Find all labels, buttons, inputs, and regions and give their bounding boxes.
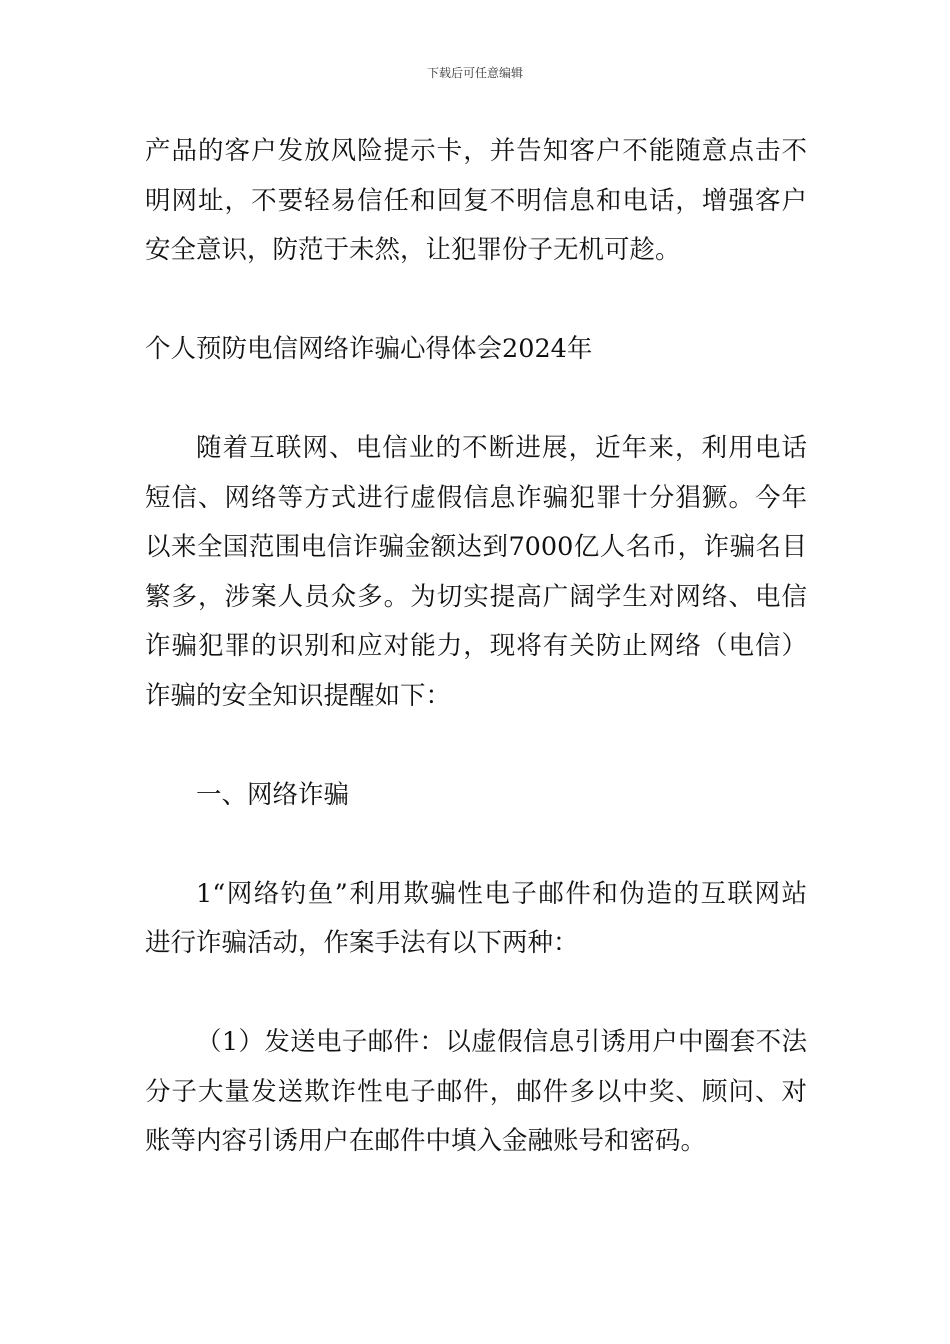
paragraph-line: 安全意识，防范于未然，让犯罪份子无机可趁。 bbox=[145, 235, 681, 265]
paragraph-gap bbox=[145, 969, 807, 1019]
paragraph-line: 明网址，不要轻易信任和回复不明信息和电话，增强客户 bbox=[145, 185, 807, 216]
paragraph-gap bbox=[145, 276, 807, 326]
paragraph-gap bbox=[145, 820, 807, 870]
paragraph-line: 进行诈骗活动，作案手法有以下两种： bbox=[145, 928, 579, 958]
paragraph-line: 诈骗犯罪的识别和应对能力，现将有关防止网络（电信） bbox=[145, 631, 807, 661]
document-body bbox=[145, 127, 807, 1167]
paragraph-line: 繁多，涉案人员众多。为切实提高广阔学生对网络、电信 bbox=[145, 581, 807, 612]
paragraph-line: 以来全国范围电信诈骗金额达到7000亿人名币，诈骗名目 bbox=[145, 532, 807, 562]
paragraph-line: 短信、网络等方式进行虚假信息诈骗犯罪十分猖獗。今年 bbox=[145, 482, 807, 513]
paragraph-gap bbox=[145, 721, 807, 771]
paragraph-line: （1）发送电子邮件：以虚假信息引诱用户中圈套不法 bbox=[196, 1027, 807, 1057]
paragraph-email-fraud bbox=[145, 1018, 807, 1167]
paragraph-line: 诈骗的安全知识提醒如下： bbox=[145, 680, 452, 711]
paragraph-phishing bbox=[145, 870, 807, 969]
page-header: 下载后可任意编辑 bbox=[426, 66, 523, 80]
paragraph-gap bbox=[145, 375, 807, 425]
paragraph-intro bbox=[145, 424, 807, 721]
paragraph-risk-card bbox=[145, 127, 807, 276]
paragraph-line: 1“网络钓鱼”利用欺骗性电子邮件和伪造的互联网站 bbox=[196, 878, 807, 909]
section-heading-network-fraud: 一、网络诈骗 bbox=[196, 779, 350, 810]
paragraph-line: 产品的客户发放风险提示卡，并告知客户不能随意点击不 bbox=[145, 136, 807, 166]
paragraph-line: 账等内容引诱用户在邮件中填入金融账号和密码。 bbox=[145, 1126, 707, 1156]
document-title: 个人预防电信网络诈骗心得体会2024年 bbox=[145, 334, 593, 364]
paragraph-line: 随着互联网、电信业的不断进展，近年来，利用电话 bbox=[196, 433, 807, 463]
paragraph-line: 分子大量发送欺诈性电子邮件，邮件多以中奖、顾问、对 bbox=[145, 1076, 807, 1107]
